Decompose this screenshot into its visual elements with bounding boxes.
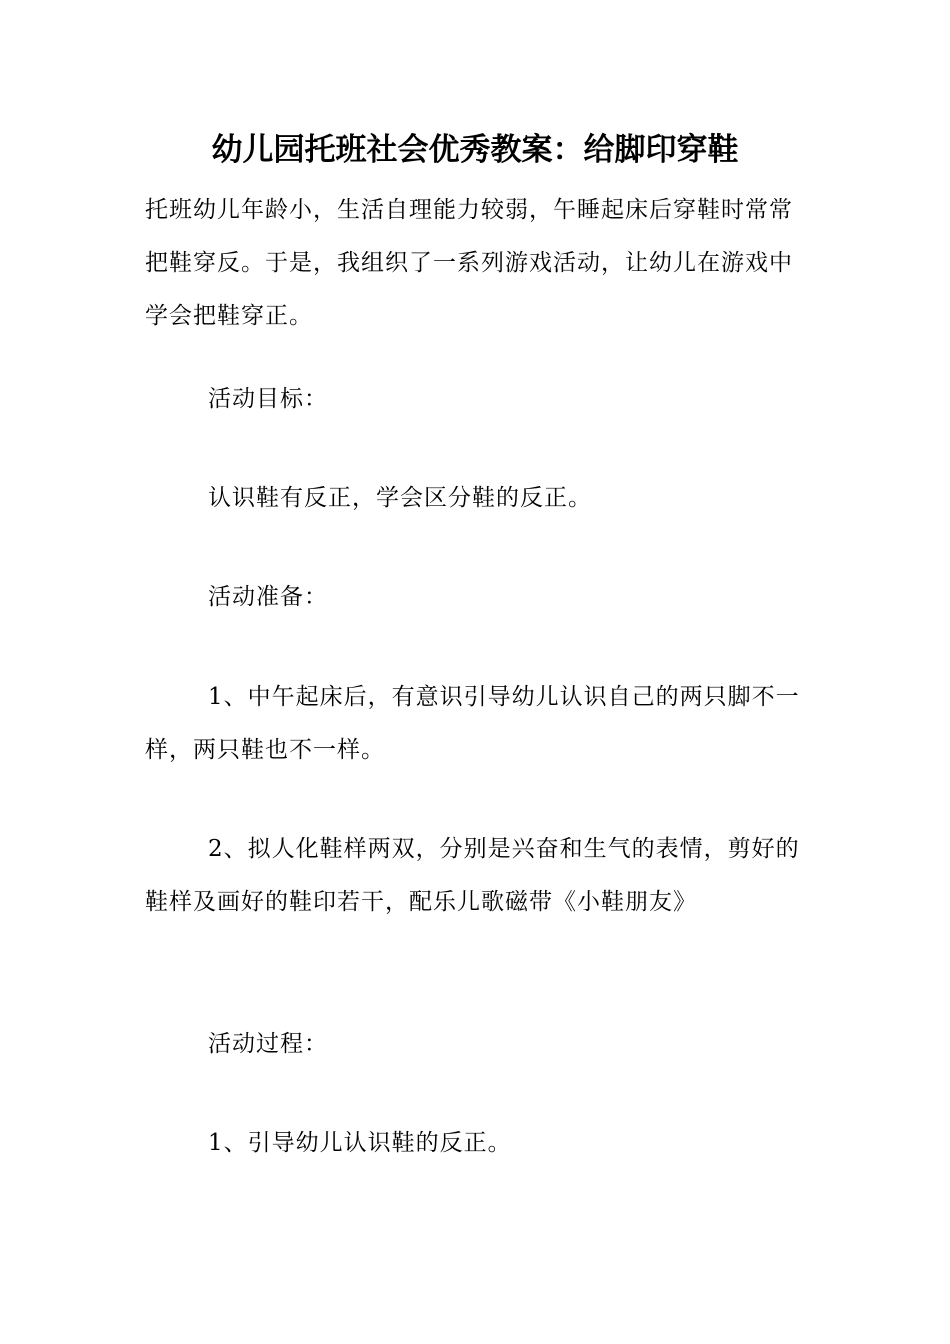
process-heading: 活动过程： xyxy=(208,1031,328,1057)
document-title: 幼儿园托班社会优秀教案：给脚印穿鞋 xyxy=(211,132,739,168)
goal-heading: 活动目标： xyxy=(208,386,328,412)
prep-item-2: 2、拟人化鞋样两双，分别是兴奋和生气的表情，剪好的鞋样及画好的鞋印若干，配乐儿歌磁带《小鞋朋友》 xyxy=(145,836,800,915)
prep-heading: 活动准备： xyxy=(208,584,328,610)
process-item-1: 1、引导幼儿认识鞋的反正。 xyxy=(208,1130,512,1156)
goal-text: 认识鞋有反正，学会区分鞋的反正。 xyxy=(208,485,592,511)
intro-paragraph: 托班幼儿年龄小，生活自理能力较弱，午睡起床后穿鞋时常常把鞋穿反。于是，我组织了一系列游戏活动，让幼儿在游戏中学会把鞋穿正。 xyxy=(145,197,793,329)
prep-item-1: 1、中午起床后，有意识引导幼儿认识自己的两只脚不一样，两只鞋也不一样。 xyxy=(145,684,800,763)
